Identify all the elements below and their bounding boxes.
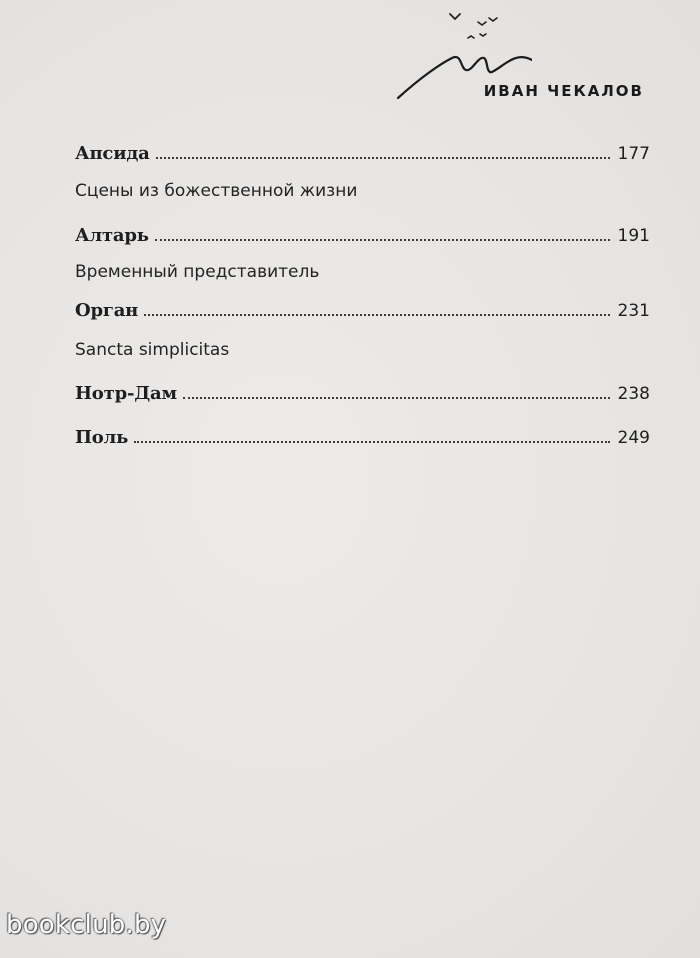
toc-entry-page: 231 — [617, 301, 650, 321]
toc-entry-page: 177 — [617, 144, 650, 164]
toc-entry-page: 249 — [617, 428, 650, 448]
toc-entry-title: Поль — [75, 427, 129, 448]
author-name: ИВАН ЧЕКАЛОВ — [483, 82, 644, 100]
toc-entry — [75, 143, 650, 165]
toc-entry-subtitle: Сцены из божественной жизни — [75, 181, 358, 201]
toc-entry — [75, 300, 650, 322]
toc-entry-subtitle: Sancta simplicitas — [75, 340, 230, 360]
toc-entry-title: Алтарь — [75, 225, 149, 246]
dot-leader — [144, 314, 609, 316]
toc-entry-page: 191 — [617, 226, 650, 246]
toc-entry-title: Орган — [75, 300, 139, 321]
toc-entry — [75, 383, 650, 405]
dot-leader — [134, 441, 609, 443]
toc-entry-page: 238 — [617, 384, 650, 404]
watermark: bookclub.by — [6, 910, 167, 940]
toc-entry — [75, 427, 650, 449]
dot-leader — [183, 397, 610, 399]
dot-leader — [156, 157, 610, 159]
toc-entry-subtitle: Временный представитель — [75, 262, 320, 282]
toc-entry — [75, 225, 650, 247]
toc-entry-title: Апсида — [75, 143, 150, 164]
toc-entry-title: Нотр-Дам — [75, 383, 177, 404]
dot-leader — [155, 239, 610, 241]
